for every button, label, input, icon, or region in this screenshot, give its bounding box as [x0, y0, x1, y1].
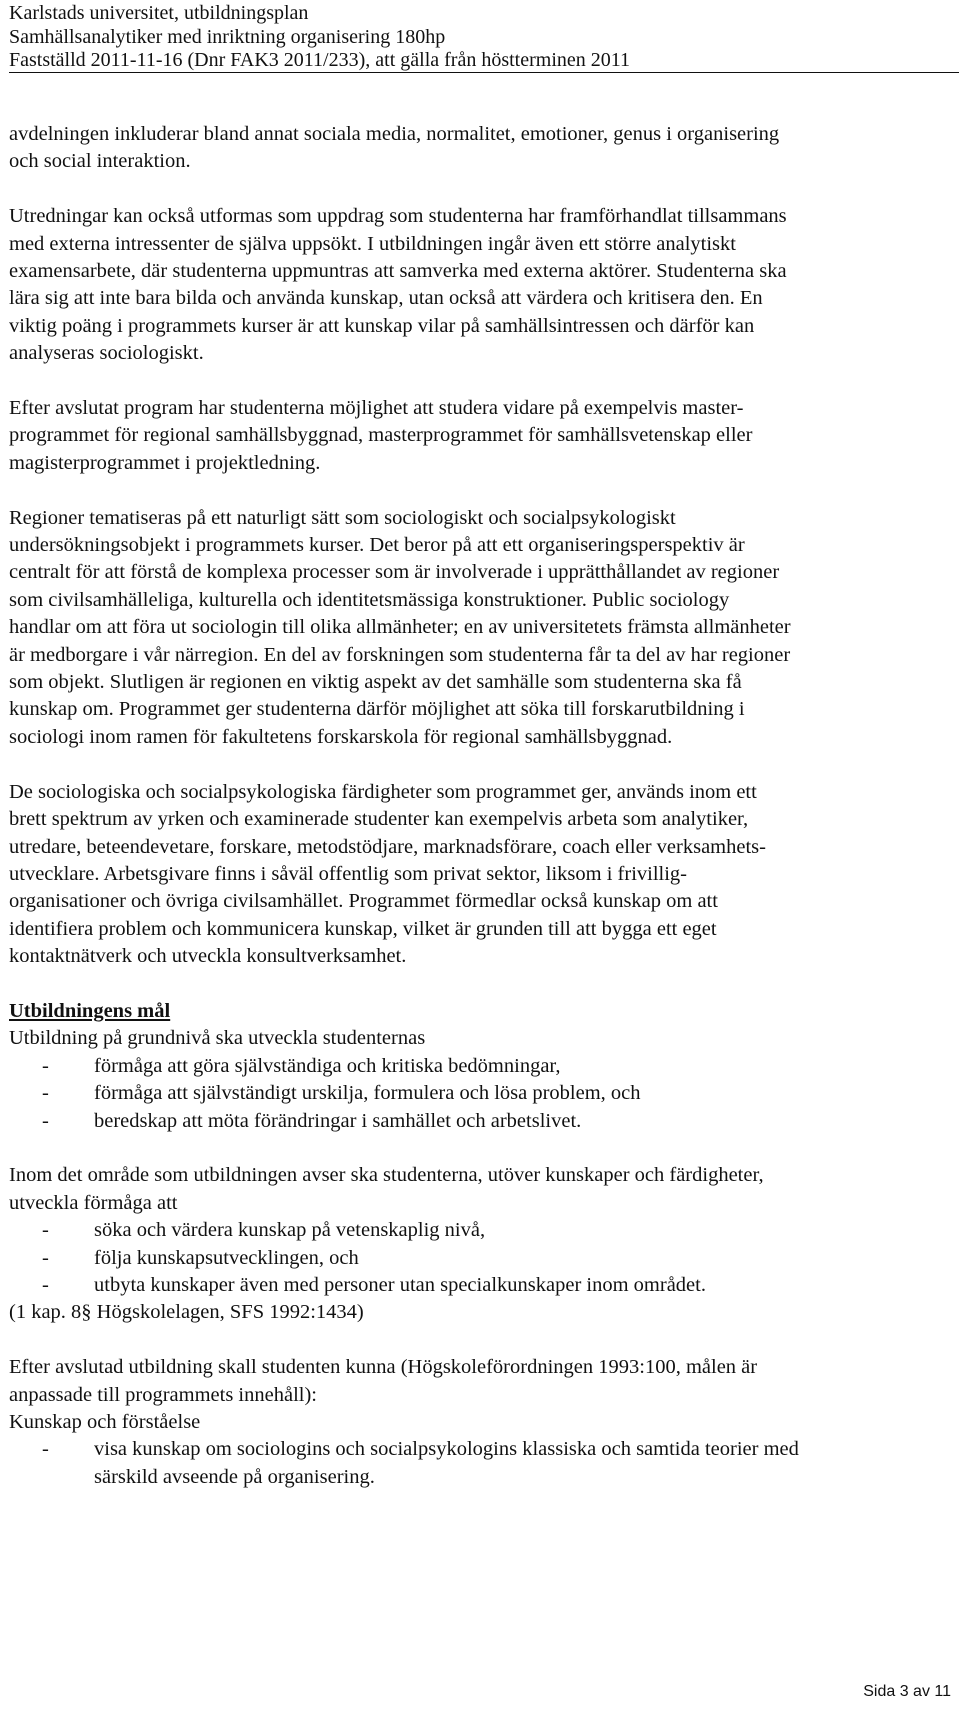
text-line: med externa intressenter de själva uppsökt. I utbildningen ingår även ett större analytiskt — [9, 232, 736, 255]
text-line: lära sig att inte bara bilda och använda kunskap, utan också att värdera och kritisera den. En — [9, 287, 763, 310]
list-item — [9, 1053, 959, 1080]
text-line: Inom det område som utbildningen avser ska studenterna, utöver kunskaper och färdigheter, — [9, 1164, 764, 1187]
list-dash: - — [42, 1219, 49, 1242]
text-line: Efter avslutat program har studenterna möjlighet att studera vidare på exempelvis master- — [9, 397, 744, 420]
text-line: anpassade till programmets innehåll): — [9, 1383, 317, 1406]
header-divider — [9, 72, 959, 73]
text-line: analyseras sociologiskt. — [9, 342, 204, 365]
list-item-text: söka och värdera kunskap på vetenskaplig nivå, — [94, 1219, 486, 1242]
text-line: kunskap om. Programmet ger studenterna därför möjlighet att söka till forskarutbildning i — [9, 698, 745, 721]
list-item — [9, 1272, 959, 1299]
text-line: identifiera problem och kommunicera kunskap, vilket är grunden till att bygga ett eget — [9, 917, 717, 940]
text-line: är medborgare i vår närregion. En del av forskningen som studenterna får ta del av har regioner — [9, 643, 791, 666]
list-item-text: beredskap att möta förändringar i samhället och arbetslivet. — [94, 1109, 582, 1132]
text-line: brett spektrum av yrken och examinerade studenter kan exempelvis arbeta som analytiker, — [9, 808, 749, 831]
paragraph — [9, 395, 959, 477]
list-item-text: visa kunskap om sociologins och socialpsykologins klassiska och samtida teorier med — [94, 1438, 799, 1461]
text-line: Regioner tematiseras på ett naturligt sätt som sociologiskt och socialpsykologiskt — [9, 506, 676, 529]
paragraph — [9, 203, 959, 367]
text-line: som objekt. Slutligen är regionen en viktig aspekt av det samhälle som studenterna ska få — [9, 671, 742, 694]
text-line: utveckla förmåga att — [9, 1191, 178, 1214]
list-item — [9, 1245, 959, 1272]
text-line: centralt för att förstå de komplexa processer som är involverade i upprätthållandet av regioner — [9, 561, 780, 584]
document-header — [9, 2, 949, 73]
text-line: utvecklare. Arbetsgivare finns i såväl offentlig som privat sektor, liksom i frivillig- — [9, 862, 688, 885]
list-item — [9, 1436, 959, 1463]
law-citation: (1 kap. 8§ Högskolelagen, SFS 1992:1434) — [9, 1301, 364, 1324]
header-program: Samhällsanalytiker med inriktning organisering 180hp — [9, 25, 446, 48]
header-university: Karlstads universitet, utbildningsplan — [9, 2, 309, 24]
text-line: kontaktnätverk och utveckla konsultverksamhet. — [9, 945, 407, 968]
list-item — [9, 1108, 959, 1135]
list-item — [9, 1080, 959, 1107]
text-line: avdelningen inkluderar bland annat sociala media, normalitet, emotioner, genus i organisering — [9, 123, 780, 145]
list-item — [9, 1217, 959, 1244]
list-dash: - — [42, 1438, 49, 1461]
paragraph — [9, 121, 959, 176]
text-line: organisationer och övriga civilsamhället. Programmet förmedlar också kunskap om att — [9, 890, 718, 913]
page-number: Sida 3 av 11 — [863, 1683, 951, 1700]
paragraph — [9, 505, 959, 752]
list-dash: - — [42, 1273, 49, 1296]
goals-intro: Utbildning på grundnivå ska utveckla studenternas — [9, 1027, 426, 1050]
text-line: De sociologiska och socialpsykologiska färdigheter som programmet ger, används inom ett — [9, 780, 757, 803]
list-item-text: utbyta kunskaper även med personer utan specialkunskaper inom området. — [94, 1273, 706, 1296]
text-line: och social interaktion. — [9, 150, 191, 173]
text-line: undersökningsobjekt i programmets kurser. Det beror på att ett organiseringsperspektiv är — [9, 534, 745, 557]
goals-subsection — [9, 1162, 959, 1326]
goals-section — [9, 998, 959, 1135]
text-line: utredare, beteendevetare, forskare, metodstödjare, marknadsförare, coach eller verksamhets- — [9, 835, 766, 858]
paragraph — [9, 779, 959, 971]
subheading: Kunskap och förståelse — [9, 1410, 201, 1433]
text-line: programmet för regional samhällsbyggnad, masterprogrammet för samhällsvetenskap eller — [9, 424, 753, 447]
list-item-continuation — [9, 1464, 959, 1491]
list-dash: - — [42, 1082, 49, 1105]
document-body — [9, 121, 959, 1519]
list-item-text: följa kunskapsutvecklingen, och — [94, 1246, 359, 1269]
text-line: handlar om att föra ut sociologin till olika allmänheter; en av universitetets främsta allmänheter — [9, 616, 791, 639]
list-dash: - — [42, 1109, 49, 1132]
list-item-text: förmåga att självständigt urskilja, formulera och lösa problem, och — [94, 1082, 641, 1105]
text-line: Efter avslutad utbildning skall studenten kunna (Högskoleförordningen 1993:100, målen är — [9, 1356, 758, 1379]
list-item-text: förmåga att göra självständiga och kritiska bedömningar, — [94, 1054, 561, 1077]
text-line: viktig poäng i programmets kurser är att kunskap vilar på samhällsintressen och därför kan — [9, 314, 755, 337]
text-line: magisterprogrammet i projektledning. — [9, 451, 321, 474]
section-heading: Utbildningens mål — [9, 999, 171, 1022]
outcomes-section — [9, 1354, 959, 1491]
text-line: som civilsamhälleliga, kulturella och identitetsmässiga konstruktioner. Public sociology — [9, 588, 730, 611]
text-line: sociologi inom ramen för fakultetens forskarskola för regional samhällsbyggnad. — [9, 725, 673, 748]
list-dash: - — [42, 1246, 49, 1269]
text-line: examensarbete, där studenterna uppmuntras att samverka med externa aktörer. Studenterna ska — [9, 260, 787, 283]
list-item-text: särskild avseende på organisering. — [94, 1465, 375, 1488]
header-approval: Fastställd 2011-11-16 (Dnr FAK3 2011/233), att gälla från höstterminen 2011 — [9, 49, 631, 71]
list-dash: - — [42, 1054, 49, 1077]
text-line: Utredningar kan också utformas som uppdrag som studenterna har framförhandlat tillsammans — [9, 205, 787, 228]
